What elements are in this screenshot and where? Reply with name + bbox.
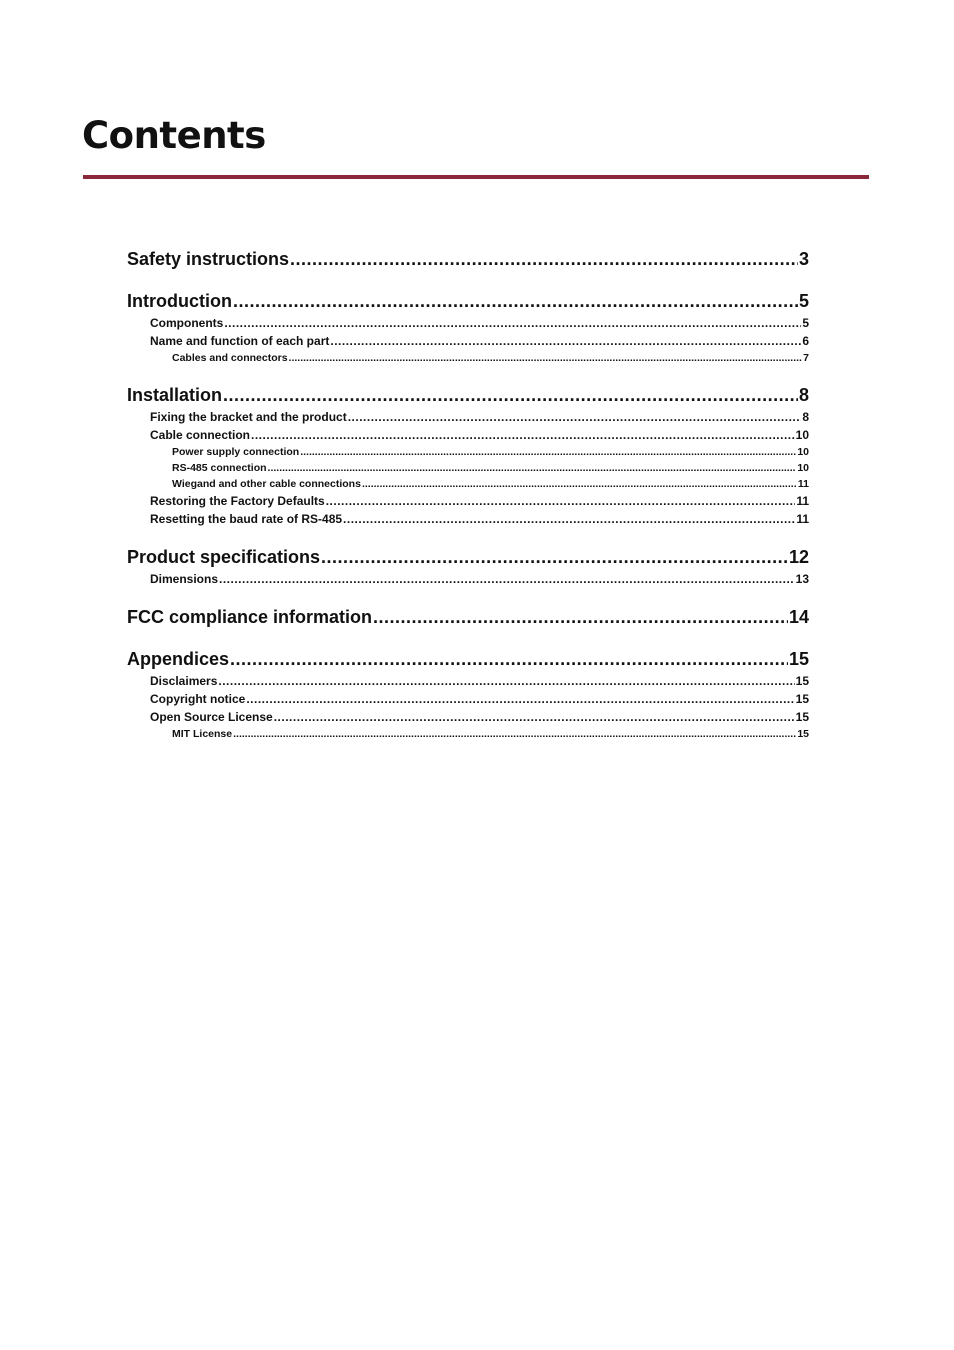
toc-page-number: 15 xyxy=(797,728,809,740)
toc-entry-title: Name and function of each part xyxy=(150,334,330,348)
toc-subsection-entry[interactable] xyxy=(127,690,809,708)
toc-entry-title: Restoring the Factory Defaults xyxy=(150,494,325,508)
toc-page-number: 15 xyxy=(788,649,809,669)
toc-entry-title: Dimensions xyxy=(150,572,219,586)
toc-page-number: 7 xyxy=(803,352,809,364)
toc-section-entry[interactable] xyxy=(127,382,809,408)
toc-subsection-entry[interactable] xyxy=(127,570,809,588)
toc-entry-title: Installation xyxy=(127,385,223,405)
toc-page-number: 8 xyxy=(798,385,809,405)
table-of-contents xyxy=(127,246,809,742)
title-divider xyxy=(83,175,869,179)
toc-dot-leader xyxy=(373,604,788,630)
toc-page-number: 5 xyxy=(798,291,809,311)
toc-dot-leader xyxy=(268,460,797,476)
toc-section-entry[interactable] xyxy=(127,544,809,570)
toc-entry-title: Cables and connectors xyxy=(172,352,288,364)
toc-subsubsection-entry[interactable] xyxy=(127,460,809,476)
toc-dot-leader xyxy=(289,350,803,366)
toc-subsubsection-entry[interactable] xyxy=(127,350,809,366)
toc-dot-leader xyxy=(362,476,797,492)
toc-page-number: 6 xyxy=(802,334,809,348)
toc-entry-title: Cable connection xyxy=(150,428,251,442)
toc-dot-leader xyxy=(274,708,795,726)
toc-dot-leader xyxy=(321,544,788,570)
toc-entry-title: Fixing the bracket and the product xyxy=(150,410,347,424)
toc-entry-title: MIT License xyxy=(172,728,233,740)
toc-dot-leader xyxy=(348,408,802,426)
toc-page-number: 10 xyxy=(797,446,809,458)
toc-dot-leader xyxy=(343,510,795,528)
toc-entry-title: Introduction xyxy=(127,291,232,311)
toc-entry-title: Product specifications xyxy=(127,547,321,567)
toc-entry-title: Appendices xyxy=(127,649,230,669)
toc-entry-title: Power supply connection xyxy=(172,446,300,458)
toc-dot-leader xyxy=(230,646,788,672)
toc-subsubsection-entry[interactable] xyxy=(127,476,809,492)
toc-dot-leader xyxy=(224,314,801,332)
toc-subsection-entry[interactable] xyxy=(127,672,809,690)
toc-subsubsection-entry[interactable] xyxy=(127,726,809,742)
toc-page-number: 11 xyxy=(796,512,809,526)
toc-page-number: 14 xyxy=(788,607,809,627)
toc-entry-title: RS-485 connection xyxy=(172,462,267,474)
toc-subsection-entry[interactable] xyxy=(127,332,809,350)
toc-page-number: 15 xyxy=(795,692,809,706)
toc-dot-leader xyxy=(233,288,798,314)
toc-dot-leader xyxy=(223,382,798,408)
toc-page-number: 8 xyxy=(802,410,809,424)
toc-section-entry[interactable] xyxy=(127,604,809,630)
toc-page-number: 11 xyxy=(797,478,809,490)
toc-page-number: 13 xyxy=(795,572,809,586)
toc-dot-leader xyxy=(233,726,796,742)
toc-page-number: 5 xyxy=(802,316,809,330)
toc-subsubsection-entry[interactable] xyxy=(127,444,809,460)
toc-page-number: 15 xyxy=(795,674,809,688)
toc-entry-title: Safety instructions xyxy=(127,249,290,269)
toc-entry-title: Copyright notice xyxy=(150,692,246,706)
toc-subsection-entry[interactable] xyxy=(127,510,809,528)
toc-subsection-entry[interactable] xyxy=(127,314,809,332)
toc-section-entry[interactable] xyxy=(127,646,809,672)
toc-dot-leader xyxy=(246,690,794,708)
toc-subsection-entry[interactable] xyxy=(127,708,809,726)
toc-dot-leader xyxy=(290,246,798,272)
toc-dot-leader xyxy=(330,332,801,350)
toc-entry-title: FCC compliance information xyxy=(127,607,373,627)
toc-entry-title: Wiegand and other cable connections xyxy=(172,478,361,490)
toc-entry-title: Disclaimers xyxy=(150,674,218,688)
toc-dot-leader xyxy=(326,492,796,510)
toc-page-number: 10 xyxy=(797,462,809,474)
toc-page-number: 15 xyxy=(795,710,809,724)
toc-subsection-entry[interactable] xyxy=(127,408,809,426)
toc-section-entry[interactable] xyxy=(127,288,809,314)
toc-dot-leader xyxy=(219,570,795,588)
toc-dot-leader xyxy=(218,672,794,690)
toc-entry-title: Components xyxy=(150,316,224,330)
toc-entry-title: Resetting the baud rate of RS-485 xyxy=(150,512,343,526)
toc-page-number: 12 xyxy=(788,547,809,567)
toc-page-number: 3 xyxy=(798,249,809,269)
toc-page-number: 11 xyxy=(796,494,809,508)
toc-dot-leader xyxy=(251,426,795,444)
toc-section-entry[interactable] xyxy=(127,246,809,272)
page-title: Contents xyxy=(82,114,266,157)
toc-subsection-entry[interactable] xyxy=(127,492,809,510)
toc-dot-leader xyxy=(300,444,796,460)
toc-entry-title: Open Source License xyxy=(150,710,273,724)
toc-page-number: 10 xyxy=(795,428,809,442)
toc-subsection-entry[interactable] xyxy=(127,426,809,444)
